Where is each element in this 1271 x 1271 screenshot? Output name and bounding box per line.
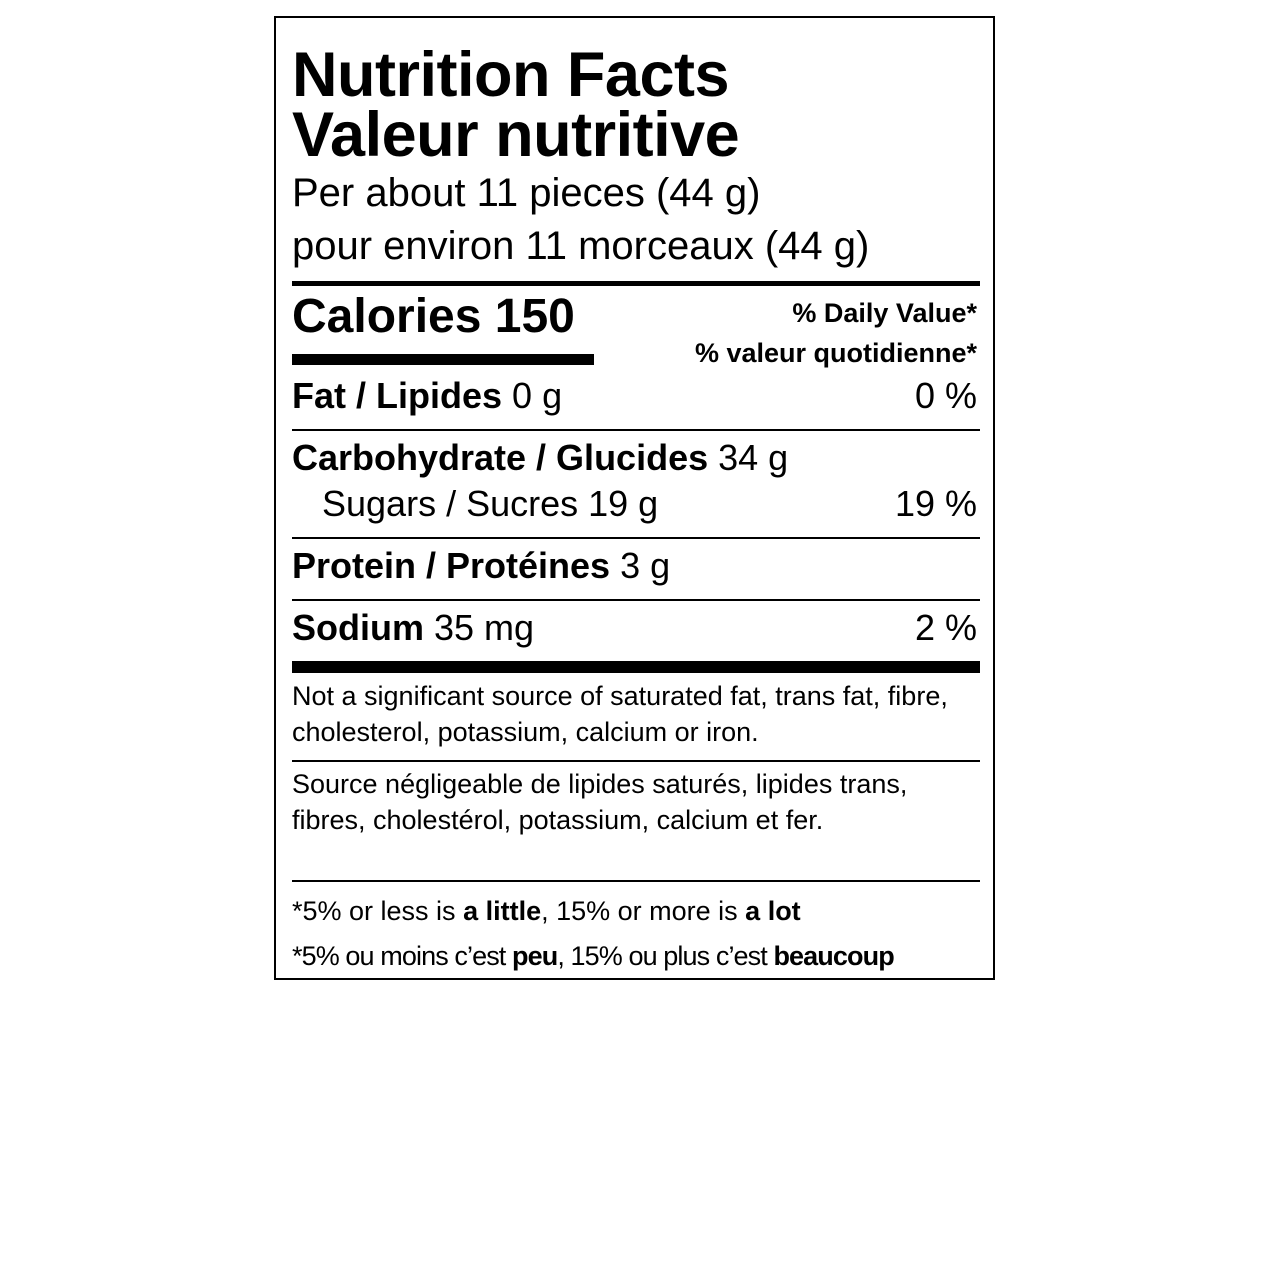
protein-divider xyxy=(292,599,980,601)
serving-size-french: pour environ 11 morceaux (44 g) xyxy=(292,224,870,268)
footnote-english-middle: , 15% or more is xyxy=(541,896,746,926)
note-divider xyxy=(292,760,980,762)
protein-row xyxy=(292,545,671,586)
sodium-amount: 35 mg xyxy=(434,607,535,648)
nutrients-thick-divider xyxy=(292,661,980,673)
carbohydrate-row xyxy=(292,437,789,478)
sugars-daily-value: 19 % xyxy=(894,483,977,524)
footnote-french-middle: , 15% ou plus c’est xyxy=(557,941,774,971)
fat-name: Fat / Lipides xyxy=(292,375,503,416)
not-significant-note-french: Source négligeable de lipides saturés, lipides trans, fibres, cholestérol, potassium, calcium et fer. xyxy=(292,769,908,835)
fat-row xyxy=(292,375,563,416)
nutrition-facts-label xyxy=(274,16,995,980)
footnote-english-prefix: *5% or less is xyxy=(292,896,464,926)
footnote-french-lot: beaucoup xyxy=(773,941,894,971)
calories-value: 150 xyxy=(494,290,575,343)
footnote-english-lot: a lot xyxy=(745,896,801,926)
footnote-divider xyxy=(292,880,980,882)
fat-daily-value: 0 % xyxy=(914,375,977,416)
serving-size-english: Per about 11 pieces (44 g) xyxy=(292,171,761,215)
protein-name: Protein / Protéines xyxy=(292,545,611,586)
title-english: Nutrition Facts xyxy=(292,40,730,110)
daily-value-header-english: % Daily Value* xyxy=(792,298,977,328)
calories-label: Calories xyxy=(292,290,482,343)
calories-underline xyxy=(292,354,594,365)
calories-line xyxy=(292,290,575,343)
sodium-row xyxy=(292,607,535,648)
footnote-french-little: peu xyxy=(512,941,558,971)
carbohydrate-name: Carbohydrate / Glucides xyxy=(292,437,709,478)
footnote-french-prefix: *5% ou moins c’est xyxy=(292,941,513,971)
daily-value-header-french: % valeur quotidienne* xyxy=(694,338,977,368)
footnote-french xyxy=(292,943,894,970)
sugars-row: Sugars / Sucres 19 g xyxy=(322,483,659,524)
fat-divider xyxy=(292,429,980,431)
footnote-english xyxy=(292,898,801,925)
sodium-name: Sodium xyxy=(292,607,424,648)
sodium-daily-value: 2 % xyxy=(914,607,977,648)
protein-amount: 3 g xyxy=(620,545,671,586)
carbohydrate-amount: 34 g xyxy=(718,437,789,478)
not-significant-note-english: Not a significant source of saturated fat, trans fat, fibre, cholesterol, potassium, calcium or iron. xyxy=(292,681,948,747)
title-french: Valeur nutritive xyxy=(292,100,740,170)
serving-divider xyxy=(292,281,980,286)
footnote-english-little: a little xyxy=(463,896,542,926)
fat-amount: 0 g xyxy=(512,375,563,416)
carbohydrate-divider xyxy=(292,537,980,539)
